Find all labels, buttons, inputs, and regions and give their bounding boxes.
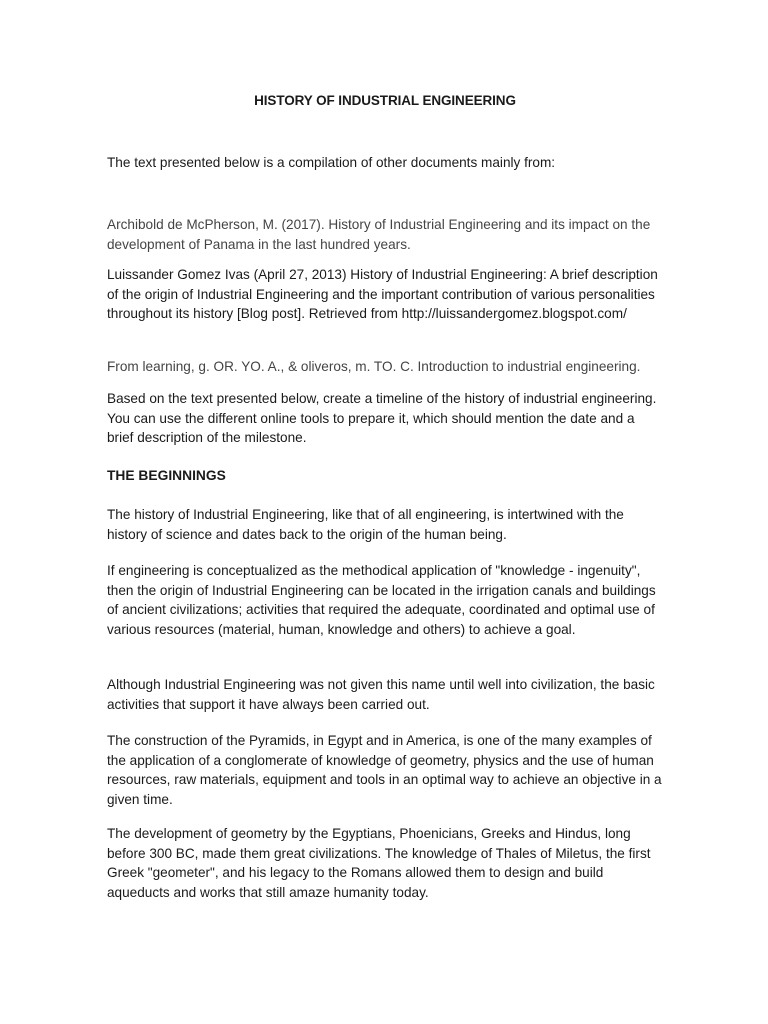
- reference-item: Archibold de McPherson, M. (2017). History of Industrial Engineering and its impact on the development of Panama in the last hundred years.: [107, 217, 651, 252]
- body-paragraph: Although Industrial Engineering was not given this name until well into civilization, the basic activities that support it have always been carried out.: [107, 677, 655, 712]
- body-paragraph: The history of Industrial Engineering, like that of all engineering, is intertwined with the history of science and dates back to the origin of the human being.: [107, 507, 624, 542]
- body-paragraph: The construction of the Pyramids, in Egypt and in America, is one of the many examples of the application of a conglomerate of knowledge of geometry, physics and the use of human resources, raw materials, equipment and tools in an optimal way to achieve an objective in a given time.: [107, 733, 662, 807]
- instructions-text: Based on the text presented below, create a timeline of the history of industrial engineering. You can use the different online tools to prepare it, which should mention the date and a brief description of the milestone.: [107, 391, 657, 445]
- intro-text: The text presented below is a compilation of other documents mainly from:: [107, 155, 556, 170]
- reference-item: From learning, g. OR. YO. A., & oliveros, m. TO. C. Introduction to industrial engineering.: [107, 359, 641, 374]
- document-title: HISTORY OF INDUSTRIAL ENGINEERING: [254, 93, 516, 108]
- reference-item: Luissander Gomez Ivas (April 27, 2013) History of Industrial Engineering: A brief description of the origin of Industrial Engineering and the important contribution of various personalities throughout its history [Blog post]. Retrieved from http://luissandergomez.blogspot.com/: [107, 267, 658, 321]
- body-paragraph: The development of geometry by the Egyptians, Phoenicians, Greeks and Hindus, long before 300 BC, made them great civilizations. The knowledge of Thales of Miletus, the first Greek "geometer", and his legacy to the Romans allowed them to design and build aqueducts and works that still amaze humanity today.: [107, 826, 651, 900]
- body-paragraph: If engineering is conceptualized as the methodical application of "knowledge - ingenuity", then the origin of Industrial Engineering can be located in the irrigation canals and buildings of ancient civilizations; activities that required the adequate, coordinated and optimal use of various resources (material, human, knowledge and others) to achieve a goal.: [107, 563, 656, 637]
- section-heading: THE BEGINNINGS: [107, 468, 226, 483]
